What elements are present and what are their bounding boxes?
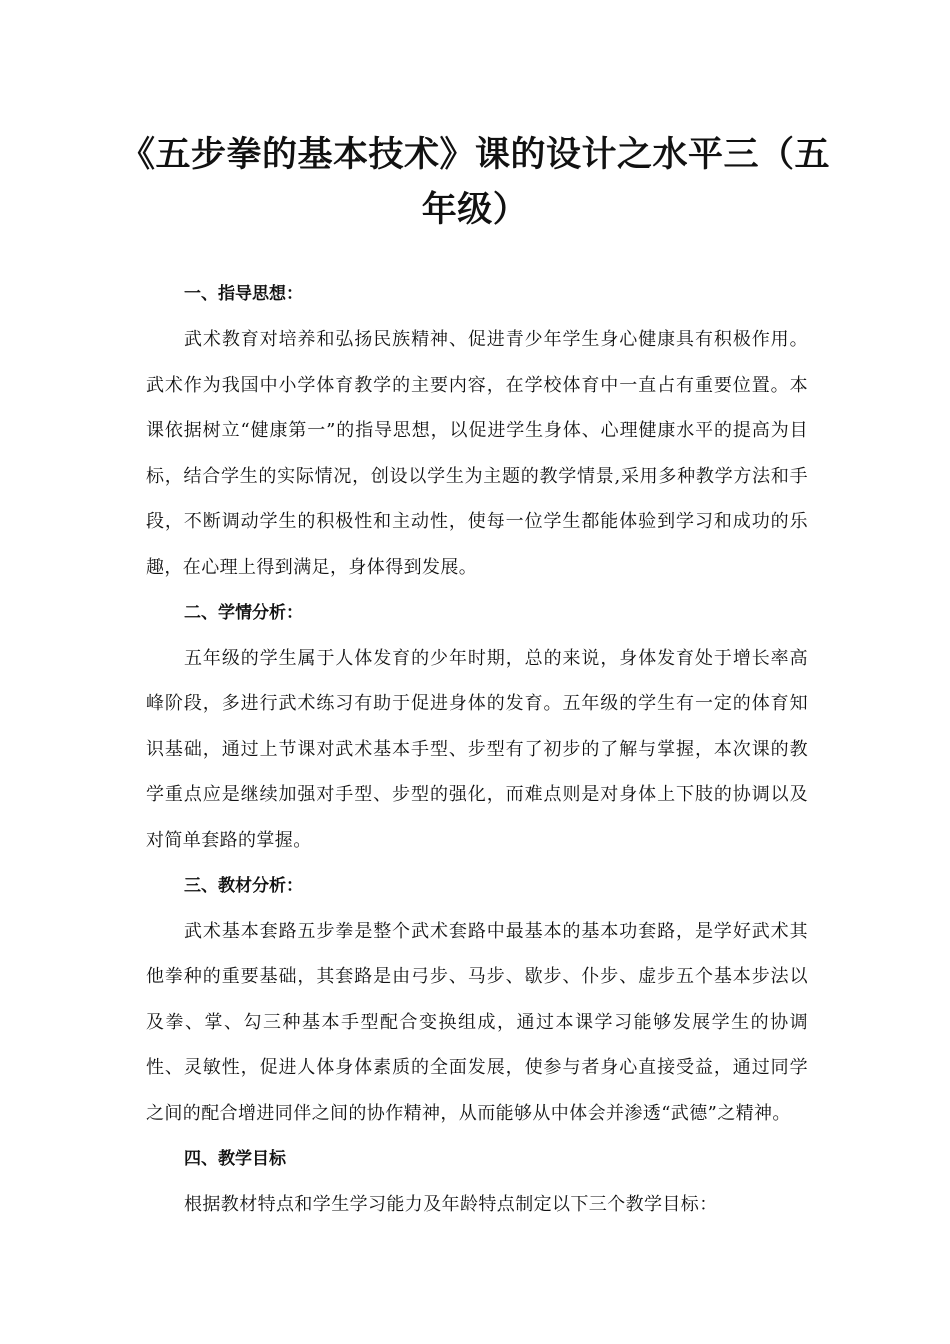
section-heading-student-analysis: 二、学情分析：	[184, 602, 303, 623]
document-body	[146, 272, 808, 1227]
section-paragraph-material-analysis: 武术基本套路五步拳是整个武术套路中最基本的基本功套路，是学好武术其他拳种的重要基础，其套路是由弓步、马步、歇步、仆步、虚步五个基本步法以及拳、掌、勾三种基本手型配合变换组成，通过本课学习能够发展学生的协调性、灵敏性，促进人体身体素质的全面发展，使参与者身心直接受益，通过同学之间的配合增进同伴之间的协作精神，从而能够从中体会并渗透“武德”之精神。	[146, 920, 808, 1124]
section-paragraph-guiding-ideology: 武术教育对培养和弘扬民族精神、促进青少年学生身心健康具有积极作用。武术作为我国中小学体育教学的主要内容，在学校体育中一直占有重要位置。本课依据树立“健康第一”的指导思想，以促进学生身体、心理健康水平的提高为目标，结合学生的实际情况，创设以学生为主题的教学情景,采用多种教学方法和手段，不断调动学生的积极性和主动性，使每一位学生都能体验到学习和成功的乐趣，在心理上得到满足，身体得到发展。	[146, 329, 808, 578]
section-paragraph-student-analysis: 五年级的学生属于人体发育的少年时期，总的来说，身体发育处于增长率高峰阶段，多进行武术练习有助于促进身体的发育。五年级的学生有一定的体育知识基础，通过上节课对武术基本手型、步型有了初步的了解与掌握，本次课的教学重点应是继续加强对手型、步型的强化，而难点则是对身体上下肢的协调以及对简单套路的掌握。	[146, 647, 808, 851]
section-heading-guiding-ideology: 一、指导思想：	[184, 284, 303, 304]
document-title: 《五步拳的基本技术》课的设计之水平三（五年级）	[120, 135, 831, 230]
section-heading-material-analysis: 三、教材分析：	[184, 875, 303, 896]
section-heading-teaching-goals: 四、教学目标	[184, 1148, 286, 1169]
section-paragraph-teaching-goals: 根据教材特点和学生学习能力及年龄特点制定以下三个教学目标：	[184, 1193, 718, 1215]
